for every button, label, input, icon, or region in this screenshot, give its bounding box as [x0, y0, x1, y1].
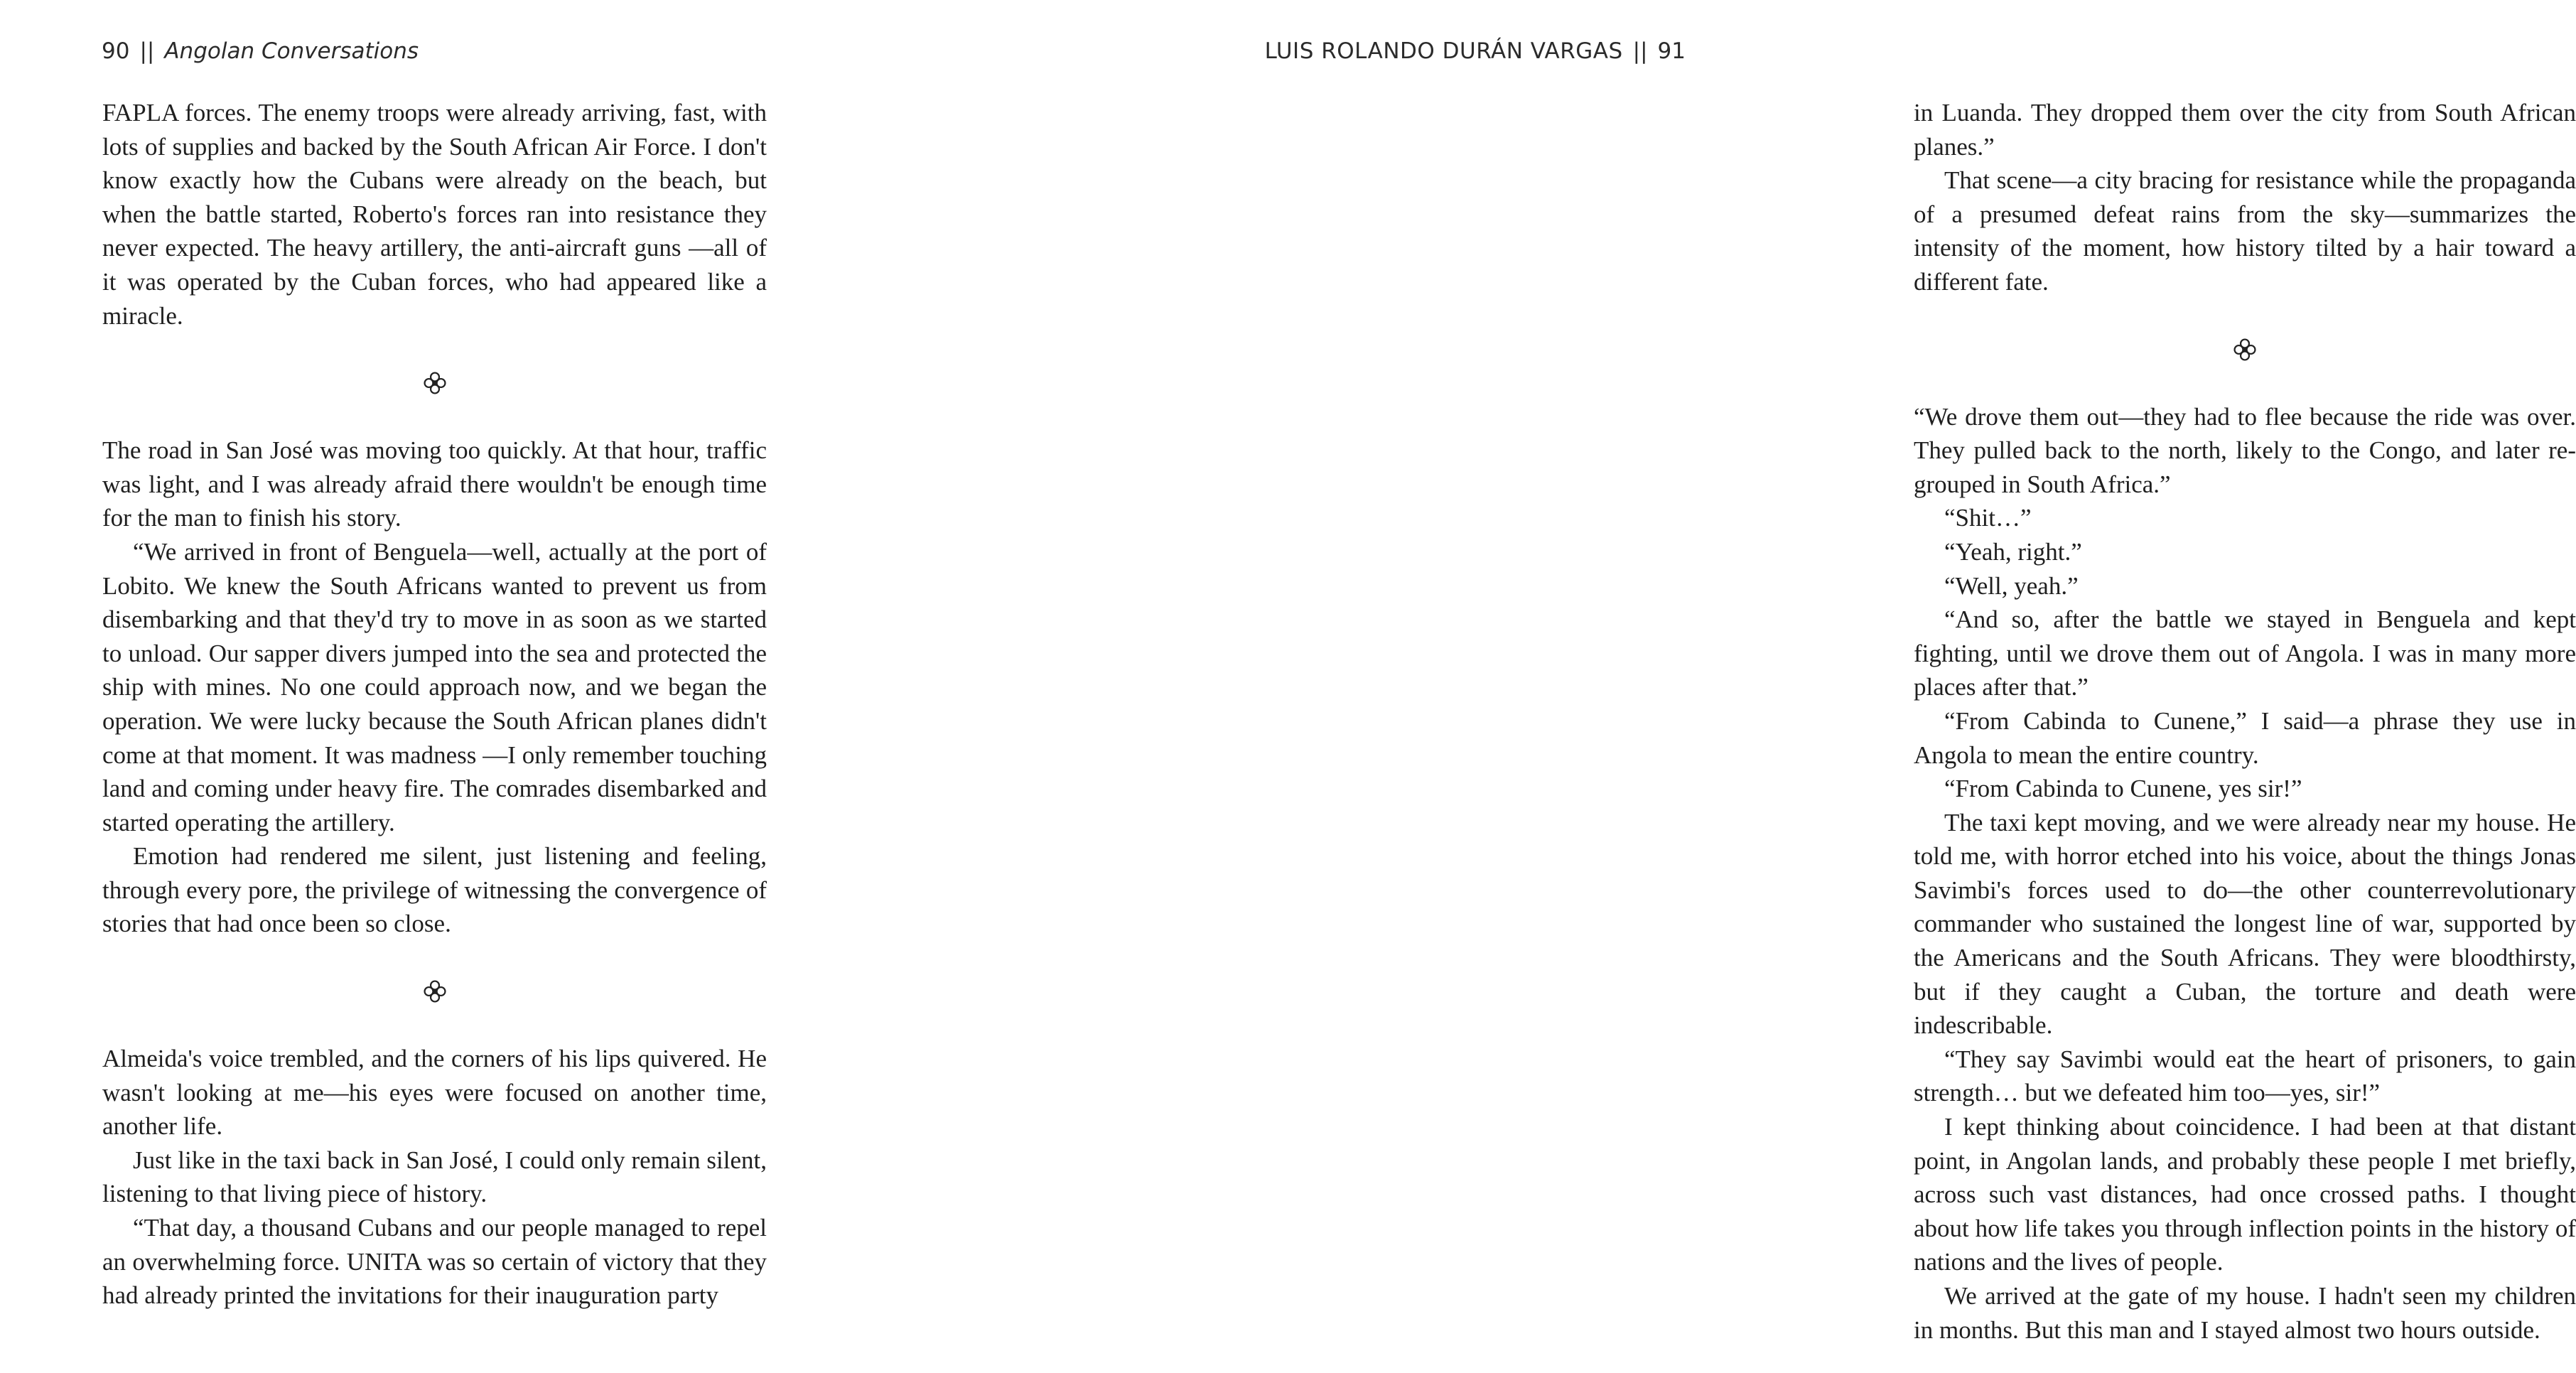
- paragraph: “Shit…”: [1944, 504, 2032, 532]
- right-page-number: 91: [1657, 38, 1686, 64]
- section-break-ornament-icon: [102, 333, 767, 434]
- paragraph: Almeida's voice trembled, and the corners of his lips quivered. He wasn't looking at me—his eyes were focused on another time, another life.: [102, 1045, 767, 1141]
- running-title: Angolan Conversations: [164, 38, 419, 64]
- paragraph: in Luanda. They dropped them over the city from South African planes.”: [1914, 99, 2576, 161]
- paragraph: “And so, after the battle we stayed in Benguela and kept fighting, until we drove them out of Angola. I was in many more places after that.”: [1914, 605, 2576, 701]
- paragraph: That scene—a city bracing for resistance while the propaganda of a presumed defeat rains from the sky—summarizes the intensity of the moment, how history tilted by a hair toward a different fate.: [1914, 166, 2576, 296]
- paragraph: Emotion had rendered me silent, just listening and feeling, through every pore, the privilege of witnessing the convergence of stories that had once been so close.: [102, 842, 767, 938]
- right-text-column: [1914, 96, 2576, 1347]
- paragraph: “From Cabinda to Cunene, yes sir!”: [1944, 775, 2302, 803]
- section-break-ornament-icon: [102, 941, 767, 1042]
- left-head-separator: ||: [139, 38, 155, 64]
- paragraph: I kept thinking about coincidence. I had been at that distant point, in Angolan lands, and probably these people I met briefly, across such vast distances, had once crossed paths. I thought about how life takes you through inflection points in the history of nations and the lives of people.: [1914, 1113, 2576, 1276]
- section-break-ornament-icon: [1914, 299, 2576, 400]
- paragraph: “We drove them out—they had to flee because the ride was over. They pulled back to the north, likely to the Congo, and later re-grouped in South Africa.”: [1914, 402, 2576, 498]
- paragraph: “We arrived in front of Benguela—well, actually at the port of Lobito. We knew the South Africans wanted to prevent us from disembarking and that they'd try to move in as soon as we started to unload. Our sapper divers jumped into the sea and protected the ship with mines. No one could approach now, and we began the operation. We were lucky because the South African planes didn't come at that moment. It was madness —I only remember touching land and coming under heavy fire. The comrades disembarked and started operating the artillery.: [102, 537, 767, 836]
- paragraph: “Yeah, right.”: [1944, 537, 2082, 566]
- right-head-separator: ||: [1632, 38, 1648, 64]
- paragraph: “That day, a thousand Cubans and our people managed to repel an overwhelming force. UNITA was so certain of victory that they had already printed the invitations for their inauguration party: [102, 1214, 767, 1310]
- paragraph: FAPLA forces. The enemy troops were already arriving, fast, with lots of supplies and backed by the South African Air Force. I don't know exactly how the Cubans were already on the beach, but when the battle started, Roberto's forces ran into resistance they never expected. The heavy artillery, the anti-aircraft guns —all of it was operated by the Cuban forces, who had appeared like a miracle.: [102, 99, 767, 330]
- paragraph: The taxi kept moving, and we were already near my house. He told me, with horror etched into his voice, about the things Jonas Savimbi's forces used to do—the other counterrevolutionary commander who sustained the longest line of war, supported by the Americans and the South Africans. They were bloodthirsty, but if they caught a Cuban, the torture and death were indescribable.: [1914, 808, 2576, 1040]
- left-page: [0, 0, 888, 1373]
- left-text-column: [102, 96, 767, 1313]
- right-running-head: [1265, 36, 1686, 67]
- paragraph: The road in San José was moving too quickly. At that hour, traffic was light, and I was already afraid there wouldn't be enough time for the man to finish his story.: [102, 436, 767, 532]
- left-running-head: [102, 36, 419, 67]
- paragraph: “They say Savimbi would eat the heart of prisoners, to gain strength… but we defeated him too—yes, sir!”: [1914, 1045, 2576, 1107]
- author-name: LUIS ROLANDO DURÁN VARGAS: [1264, 38, 1623, 64]
- paragraph: We arrived at the gate of my house. I hadn't seen my children in months. But this man and I stayed almost two hours outside.: [1914, 1282, 2576, 1344]
- left-page-number: 90: [102, 38, 130, 64]
- right-page: [888, 0, 2576, 1373]
- paragraph: “From Cabinda to Cunene,” I said—a phrase they use in Angola to mean the entire country.: [1914, 706, 2576, 769]
- paragraph: “Well, yeah.”: [1944, 571, 2079, 600]
- paragraph: Just like in the taxi back in San José, I could only remain silent, listening to that living piece of history.: [102, 1146, 767, 1208]
